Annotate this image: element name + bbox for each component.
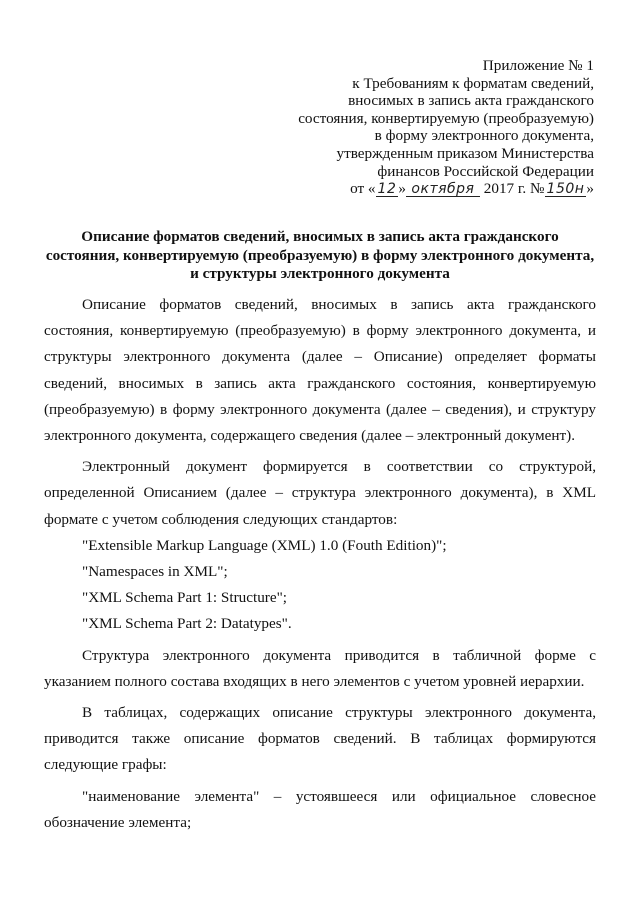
header-line: утвержденным приказом Министерства: [336, 144, 594, 162]
document-body: [44, 292, 596, 836]
header-line: вносимых в запись акта гражданского: [348, 92, 594, 110]
appendix-header: [274, 57, 594, 198]
document-title: [40, 228, 600, 284]
title-line: состояния, конвертируемую (преобразуемую) в форму электронного документа,: [45, 246, 595, 264]
order-date-line: [274, 180, 594, 198]
header-line: в форму электронного документа,: [374, 127, 594, 145]
standard-item: "XML Schema Part 2: Datatypes".: [82, 615, 292, 633]
handwritten-number: 150н: [546, 181, 585, 198]
handwritten-month: октября: [406, 182, 480, 197]
paragraph-xml-format: Электронный документ формируется в соответствии со структурой, определенной Описанием (далее – структура электронного документа), в XML формате с учетом соблюдения следующих стандартов:: [44, 458, 596, 528]
standard-item: "XML Schema Part 1: Structure";: [82, 589, 288, 607]
title-line: Описание форматов сведений, вносимых в запись акта гражданского: [81, 228, 559, 245]
date-close: »: [586, 180, 594, 198]
paragraph-element-name: "наименование элемента" – устоявшееся или официальное словесное обозначение элемента;: [44, 787, 596, 831]
paragraph-tables: В таблицах, содержащих описание структуры электронного документа, приводится также описание форматов сведений. В таблицах формируются следующие графы:: [44, 704, 596, 774]
date-prefix: от «: [350, 180, 376, 198]
paragraph-description: Описание форматов сведений, вносимых в запись акта гражданского состояния, конвертируемую (преобразуемую) в форму электронного документа, и структуры электронного документа (далее – Описание) определяет форматы сведений, вносимых в запись акта гражданского состояния, конвертируемую (преобразуемую) в форму электронного документа (далее – сведения), и структуру электронного документа, содержащего сведения (далее – электронный документ).: [44, 296, 596, 445]
paragraph-structure: Структура электронного документа приводится в табличной форме с указанием полного состава входящих в него элементов с учетом уровней иерархии.: [44, 646, 596, 690]
handwritten-day: 12: [377, 181, 397, 198]
header-line: к Требованиям к форматам сведений,: [352, 74, 594, 92]
appendix-number: Приложение № 1: [482, 57, 594, 74]
standard-item: "Namespaces in XML";: [82, 563, 228, 581]
date-mid: »: [398, 180, 406, 198]
title-line: и структуры электронного документа: [190, 265, 450, 283]
standard-item: "Extensible Markup Language (XML) 1.0 (Fouth Edition)";: [82, 536, 447, 554]
year-text: 2017 г. №: [483, 180, 545, 198]
header-line: состояния, конвертируемую (преобразуемую): [298, 109, 594, 127]
header-line: финансов Российской Федерации: [377, 162, 594, 180]
